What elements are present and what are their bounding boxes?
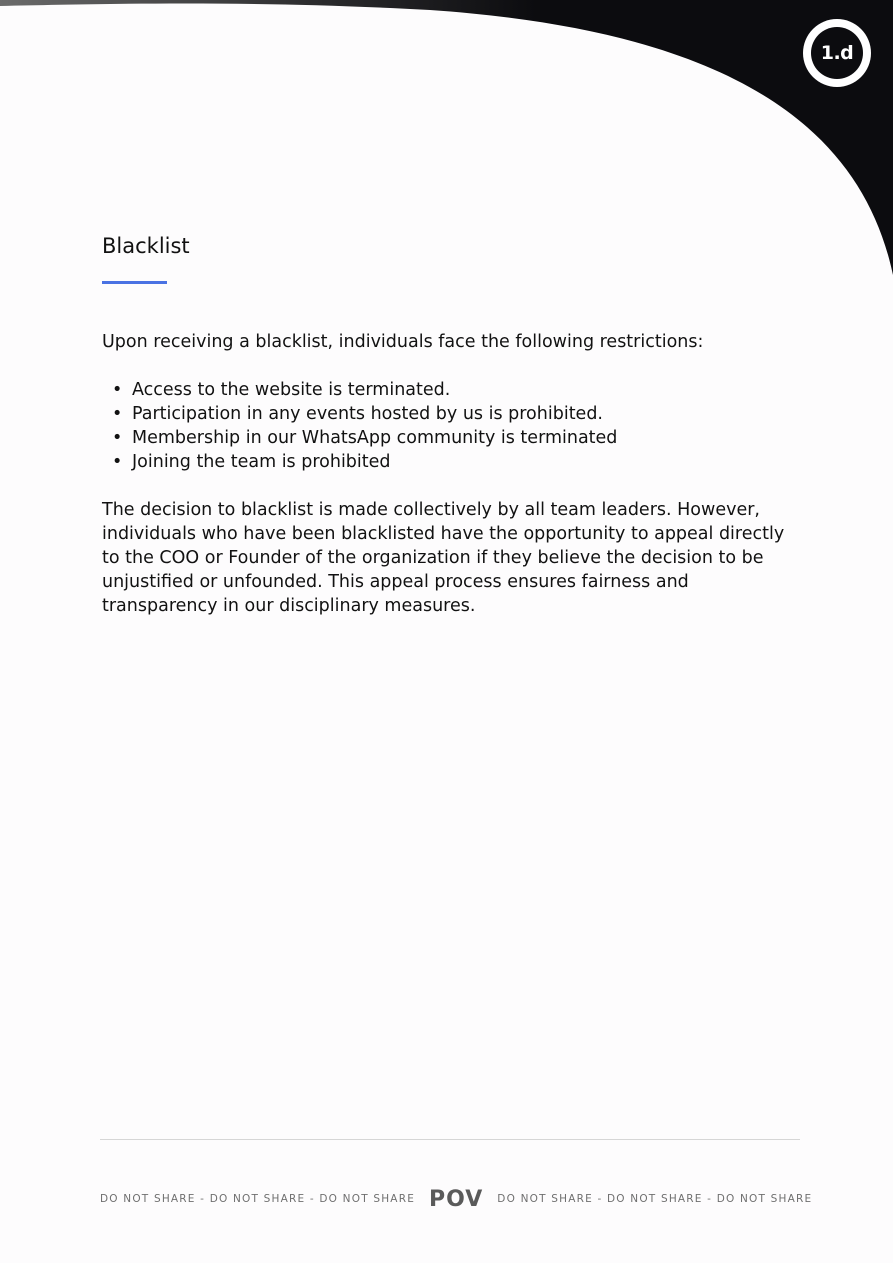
decision-paragraph: The decision to blacklist is made collectively by all team leaders. However, individuals who have been blacklisted have the opportunity to appeal directly to the COO or Founder of the organization if they believe the decision to be unjustified or unfounded. This appeal process ensures fairness and transparency in our disciplinary measures. <box>102 500 785 616</box>
footer-warning-left: DO NOT SHARE - DO NOT SHARE - DO NOT SHARE <box>100 1193 416 1205</box>
intro-paragraph: Upon receiving a blacklist, individuals face the following restrictions: <box>102 332 704 352</box>
list-item <box>102 426 792 450</box>
list-item <box>102 450 792 474</box>
section-number-badge <box>803 19 871 87</box>
list-item-text: Access to the website is terminated. <box>132 380 451 400</box>
list-item-text: Membership in our WhatsApp community is terminated <box>132 428 618 448</box>
list-item <box>102 378 792 402</box>
bullet-icon: • <box>112 452 123 472</box>
footer-divider <box>100 1139 800 1140</box>
bullet-icon: • <box>112 380 123 400</box>
footer-warning-right: DO NOT SHARE - DO NOT SHARE - DO NOT SHARE <box>497 1193 813 1205</box>
body-content <box>102 330 792 618</box>
pov-logo: POV <box>429 1186 484 1212</box>
bullet-icon: • <box>112 428 123 448</box>
bullet-icon: • <box>112 404 123 424</box>
page-title: Blacklist <box>102 234 190 258</box>
section-number-label: 1.d <box>811 27 863 79</box>
list-item <box>102 402 792 426</box>
restrictions-list <box>102 378 792 474</box>
list-item-text: Participation in any events hosted by us is prohibited. <box>132 404 603 424</box>
list-item-text: Joining the team is prohibited <box>132 452 391 472</box>
footer <box>100 1186 813 1212</box>
title-underline <box>102 281 167 284</box>
